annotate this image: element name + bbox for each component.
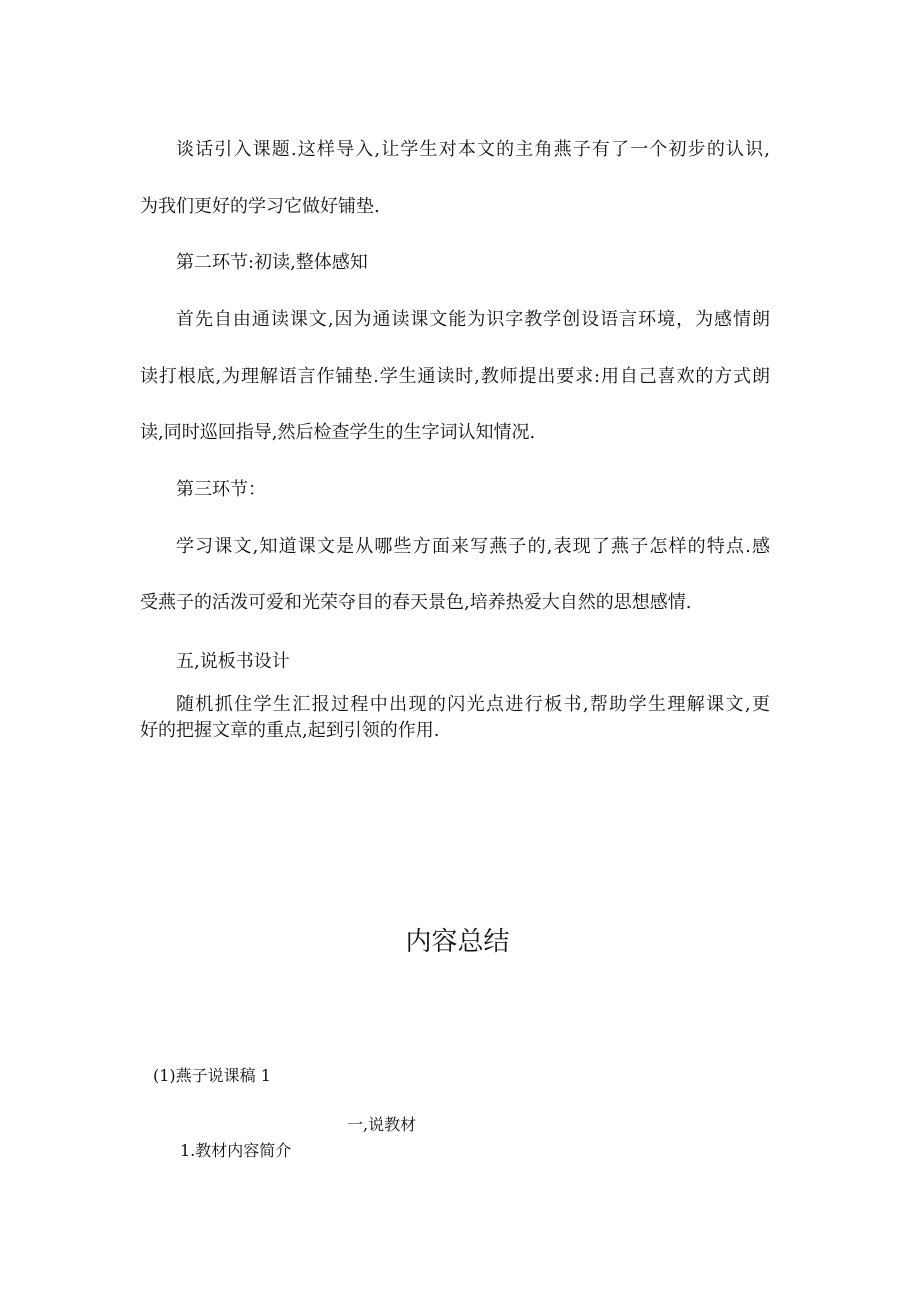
- section-heading: 五,说板书设计: [176, 651, 290, 672]
- paragraph-line: 为我们更好的学习它做好铺垫.: [140, 196, 380, 217]
- paragraph-line: 随机抓住学生汇报过程中出现的闪光点进行板书,帮助学生理解课文,更: [176, 694, 770, 715]
- summary-title: 内容总结: [405, 927, 510, 957]
- paragraph-line: 读,同时巡回指导,然后检查学生的生字词认知情况.: [140, 422, 536, 443]
- paragraph-line: 首先自由通读课文,因为通读课文能为识字教学创设语言环境，为感情朗: [176, 309, 770, 330]
- paragraph-line: 谈话引入课题.这样导入,让学生对本文的主角燕子有了一个初步的认识,: [176, 139, 770, 160]
- paragraph-line: 好的把握文章的重点,起到引领的作用.: [140, 720, 440, 741]
- section-heading: 第二环节:初读,整体感知: [176, 252, 368, 273]
- paragraph-line: 读打根底,为理解语言作铺垫.学生通读时,教师提出要求:用自己喜欢的方式朗: [140, 366, 770, 387]
- section-heading: 第三环节：: [176, 479, 266, 500]
- paragraph-line: 受燕子的活泼可爱和光荣夺目的春天景色,培养热爱大自然的思想感情.: [140, 592, 692, 613]
- summary-item: (1)燕子说课稿 1: [153, 1066, 271, 1085]
- paragraph-line: 学习课文,知道课文是从哪些方面来写燕子的,表现了燕子怎样的特点.感: [176, 536, 770, 557]
- summary-subsection: 1.教材内容简介: [180, 1141, 292, 1160]
- summary-section: 一,说教材: [347, 1115, 417, 1134]
